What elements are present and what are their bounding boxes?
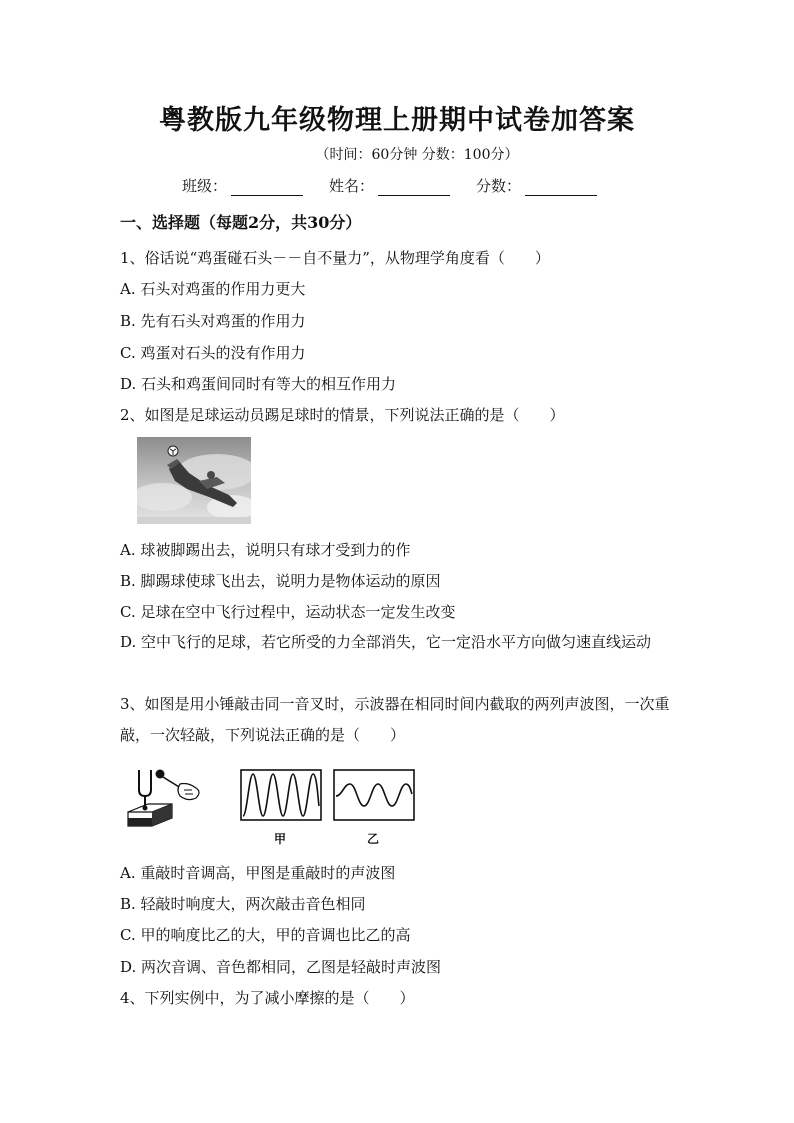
exam-title: 粤教版九年级物理上册期中试卷加答案 [159,105,635,136]
student-info-row [182,175,623,196]
tuning-fork-waveform-figure [122,760,422,848]
soccer-kick-photo [137,437,251,524]
class-label: 班级： [182,177,228,195]
q3-option-a: A. 重敲时音调高，甲图是重敲时的声波图 [120,864,396,882]
q2-option-d: D. 空中飞行的足球，若它所受的力全部消失，它一定沿水平方向做匀速直线运动 [120,633,652,651]
q1-option-c: C. 鸡蛋对石头的没有作用力 [120,344,306,362]
class-field [182,175,303,196]
waveform-a-label: 甲 [274,832,287,846]
q1-option-a: A. 石头对鸡蛋的作用力更大 [120,280,306,298]
q2-option-c: C. 足球在空中飞行过程中，运动状态一定发生改变 [120,603,456,621]
exam-subtitle: （时间：60分钟 分数：100分） [315,147,519,163]
question-1-stem: 1、俗话说“鸡蛋碰石头－－自不量力”，从物理学角度看（ ） [120,249,550,267]
question-3-stem: 3、如图是用小锤敲击同一音叉时，示波器在相同时间内截取的两列声波图，一次重敲，一次轻敲，下列说法正确的是（ ） [120,695,670,744]
score-label: 分数： [476,177,522,195]
q3-option-c: C. 甲的响度比乙的大，甲的音调也比乙的高 [120,926,411,944]
q3-option-b: B. 轻敲时响度大，两次敲击音色相同 [120,895,366,913]
score-blank[interactable] [525,179,597,196]
q1-option-d: D. 石头和鸡蛋间同时有等大的相互作用力 [120,375,397,393]
question-4-stem: 4、下列实例中，为了减小摩擦的是（ ） [120,989,415,1007]
q2-option-a: A. 球被脚踢出去，说明只有球才受到力的作 [120,541,411,559]
q1-option-b: B. 先有石头对鸡蛋的作用力 [120,312,306,330]
name-field [329,175,450,196]
waveform-b-label: 乙 [367,832,380,846]
tuning-fork-drawing [128,770,199,827]
question-2-stem: 2、如图是足球运动员踢足球时的情景，下列说法正确的是（ ） [120,406,565,424]
name-blank[interactable] [378,179,450,196]
class-blank[interactable] [231,179,303,196]
q3-option-d: D. 两次音调、音色都相同，乙图是轻敲时声波图 [120,958,442,976]
score-field [476,175,597,196]
waveform-b-frame [334,770,414,820]
name-label: 姓名： [329,177,375,195]
section-heading: 一、选择题（每题2分，共30分） [120,213,362,232]
q2-option-b: B. 脚踢球使球飞出去，说明力是物体运动的原因 [120,572,441,590]
